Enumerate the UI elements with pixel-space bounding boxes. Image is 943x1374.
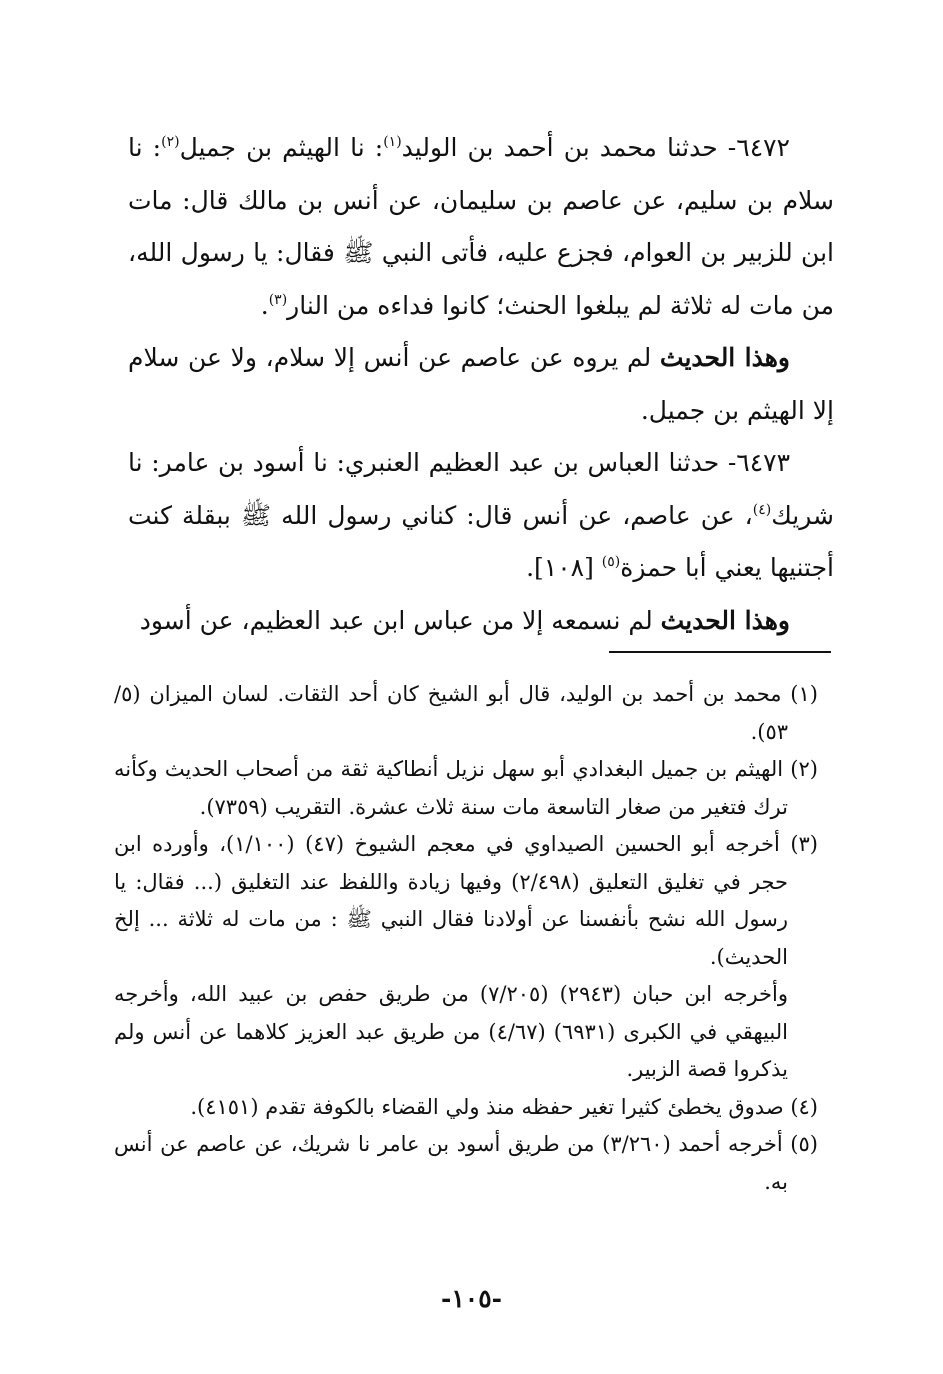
main-text xyxy=(128,122,834,647)
page-number: -١٠٥- xyxy=(440,1284,503,1313)
remark-6472-text: لم يروه عن عاصم عن أنس إلا سلام، ولا عن سلام إلا الهيثم بن جميل. xyxy=(128,343,834,425)
hadith-6472-part1: ٦٤٧٢- حدثنا محمد بن أحمد بن الوليد xyxy=(401,133,790,162)
remark-6473-text: لم نسمعه إلا من عباس ابن عبد العظيم، عن أسود xyxy=(139,605,661,635)
footnotes xyxy=(114,676,818,1201)
footnote-4: (٤) صدوق يخطئ كثيرا تغير حفظه منذ ولي القضاء بالكوفة تقدم (٤١٥١). xyxy=(190,1094,818,1119)
remark-6472-lead: وهذا الحديث xyxy=(659,343,791,372)
remark-6472 xyxy=(128,332,834,437)
remark-6473-lead: وهذا الحديث xyxy=(660,605,790,635)
footnote-separator xyxy=(609,651,831,653)
footnote-ref-2: (٢) xyxy=(161,134,180,150)
hadith-6473-part3: [١٠٨]. xyxy=(526,553,602,582)
footnote-ref-5: (٥) xyxy=(601,554,621,570)
hadith-6473-part2: ، عن عاصم، عن أنس قال: كناني رسول الله ﷺ ببقلة كنت أجتنيها يعني أبا حمزة xyxy=(128,500,834,582)
footnote-ref-3: (٣) xyxy=(268,291,288,308)
remark-6473 xyxy=(128,595,834,648)
hadith-6473-part1: ٦٤٧٣- حدثنا العباس بن عبد العظيم العنبري: نا أسود بن عامر: نا شريك xyxy=(128,448,834,530)
footnote-3: (٣) أخرجه أبو الحسين الصيداوي في معجم الشيوخ (٤٧) (١/١٠٠)، وأورده ابن حجر في تغليق التعليق (٢/٤٩٨) وفيها زيادة واللفظ عند التغليق (... فقال: يا رسول الله نشح بأنفسنا عن أولادنا فقال النبي ﷺ : من مات له ثلاثة ... إلخ الحديث). xyxy=(114,832,818,969)
hadith-6472 xyxy=(128,122,834,332)
footnote-1: (١) محمد بن أحمد بن الوليد، قال أبو الشيخ كان أحد الثقات. لسان الميزان (٥/ ٥٣). xyxy=(114,682,818,744)
footnote-ref-1: (١) xyxy=(383,134,402,150)
footnote-ref-4: (٤) xyxy=(752,501,772,518)
footnote-3-continued: وأخرجه ابن حبان (٢٩٤٣) (٧/٢٠٥) من طريق حفص بن عبيد الله، وأخرجه البيهقي في الكبرى (٦٩٣١) (٤/٦٧) من طريق عبد العزيز كلاهما عن أنس ولم يذكروا قصة الزبير. xyxy=(114,982,788,1081)
hadith-6472-part3: : نا سلام بن سليم، عن عاصم بن سليمان، عن أنس بن مالك قال: مات ابن للزبير بن العوام، فجزع عليه، فأتى النبي ﷺ فقال: يا رسول الله، من مات له ثلاثة لم يبلغوا الحنث؛ كانوا فداءه من النار xyxy=(128,133,834,320)
hadith-6473 xyxy=(128,437,834,595)
footnote-5: (٥) أخرجه أحمد (٣/٢٦٠) من طريق أسود بن عامر نا شريك، عن عاصم عن أنس به. xyxy=(114,1132,818,1194)
hadith-6472-part2: : نا الهيثم بن جميل xyxy=(179,133,384,162)
footnote-2: (٢) الهيثم بن جميل البغدادي أبو سهل نزيل أنطاكية ثقة من أصحاب الحديث وكأنه ترك فتغير من صغار التاسعة مات سنة ثلاث عشرة. التقريب (٧٣٥٩). xyxy=(114,757,818,819)
hadith-6472-end: . xyxy=(260,290,269,320)
